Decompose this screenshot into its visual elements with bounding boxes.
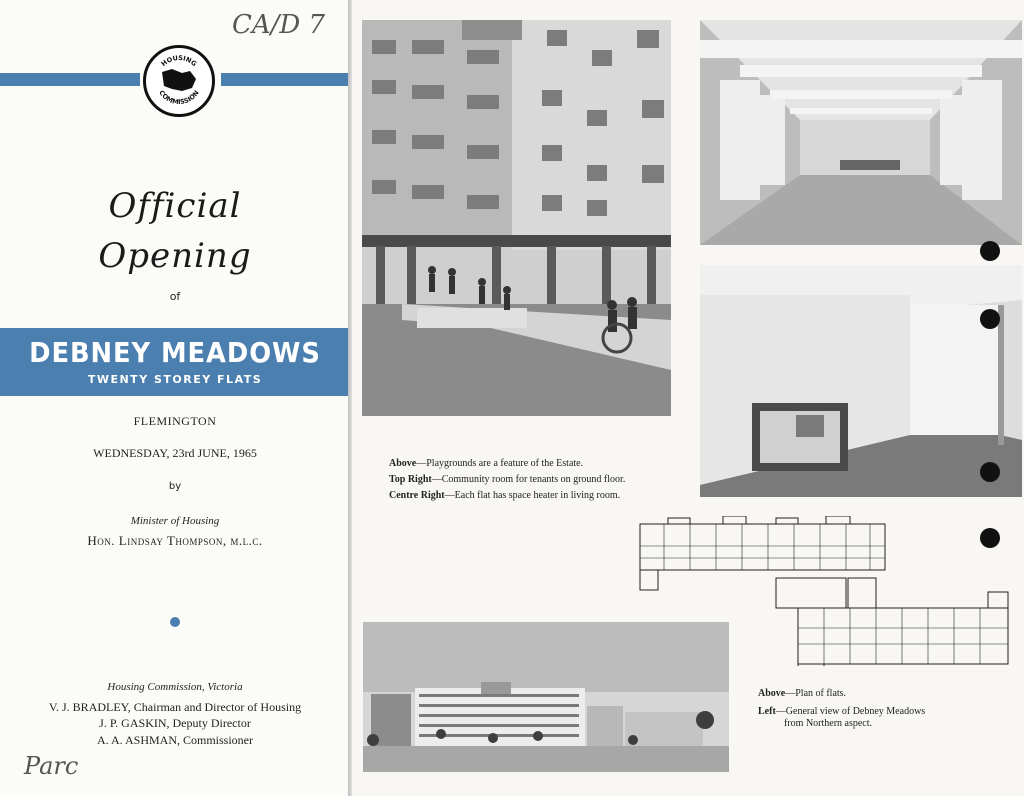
estate-name-band bbox=[0, 328, 350, 396]
estate-name: DEBNEY MEADOWS bbox=[29, 336, 321, 369]
caption-text: —Plan of flats. bbox=[785, 688, 847, 699]
accent-bar-left bbox=[0, 73, 140, 86]
caption-label: Left bbox=[758, 706, 776, 717]
caption-label: Top Right bbox=[389, 474, 432, 485]
svg-text:HOUSING: HOUSING bbox=[159, 53, 199, 69]
binder-hole bbox=[980, 241, 1000, 261]
accent-bar-right bbox=[221, 73, 350, 86]
caption-text: from Northern aspect. bbox=[784, 718, 873, 729]
caption-line bbox=[389, 472, 625, 488]
cover-panel bbox=[0, 0, 351, 796]
blue-dot bbox=[170, 617, 180, 627]
handwritten-annotation-bottom: Parc bbox=[24, 752, 79, 780]
commission-member: J. P. GASKIN, Deputy Director bbox=[99, 716, 251, 730]
caption-text: —Playgrounds are a feature of the Estate. bbox=[416, 458, 584, 469]
title-opening: Opening bbox=[98, 236, 252, 276]
commission-member: A. A. ASHMAN, Commissioner bbox=[96, 733, 254, 747]
caption-bottom bbox=[758, 686, 925, 732]
caption-top bbox=[389, 456, 625, 504]
commission-name: Housing Commission, Victoria bbox=[107, 681, 243, 693]
caption-text: —Community room for tenants on ground floor. bbox=[431, 474, 626, 485]
binder-hole bbox=[980, 462, 1000, 482]
caption-line bbox=[389, 456, 625, 472]
title-of: of bbox=[169, 290, 181, 303]
estate-subtitle: TWENTY STOREY FLATS bbox=[87, 373, 263, 386]
minister-title: Minister of Housing bbox=[130, 515, 220, 527]
general-view-photo bbox=[363, 622, 729, 772]
caption-text: —Each flat has space heater in living room. bbox=[444, 490, 621, 501]
suburb: FLEMINGTON bbox=[133, 414, 217, 428]
housing-commission-seal bbox=[143, 45, 215, 117]
caption-line bbox=[389, 488, 625, 504]
playground-photo bbox=[362, 20, 671, 416]
caption-label: Above bbox=[758, 688, 786, 699]
community-room-photo bbox=[700, 20, 1022, 245]
binder-hole bbox=[980, 309, 1000, 329]
title-official: Official bbox=[108, 186, 242, 226]
svg-text:COMMISSION: COMMISSION bbox=[157, 88, 201, 107]
caption-label: Centre Right bbox=[389, 490, 445, 501]
by-text: by bbox=[168, 481, 182, 492]
caption-line bbox=[758, 686, 925, 702]
handwritten-annotation-top: CA/D 7 bbox=[232, 10, 326, 40]
living-room-photo bbox=[700, 265, 1022, 497]
commission-member: V. J. BRADLEY, Chairman and Director of Housing bbox=[48, 700, 302, 714]
minister-name: Hon. Lindsay Thompson, m.l.c. bbox=[87, 533, 263, 548]
event-date: WEDNESDAY, 23rd JUNE, 1965 bbox=[93, 446, 257, 460]
caption-text: —General view of Debney Meadows bbox=[775, 706, 926, 717]
caption-label: Above bbox=[389, 458, 417, 469]
